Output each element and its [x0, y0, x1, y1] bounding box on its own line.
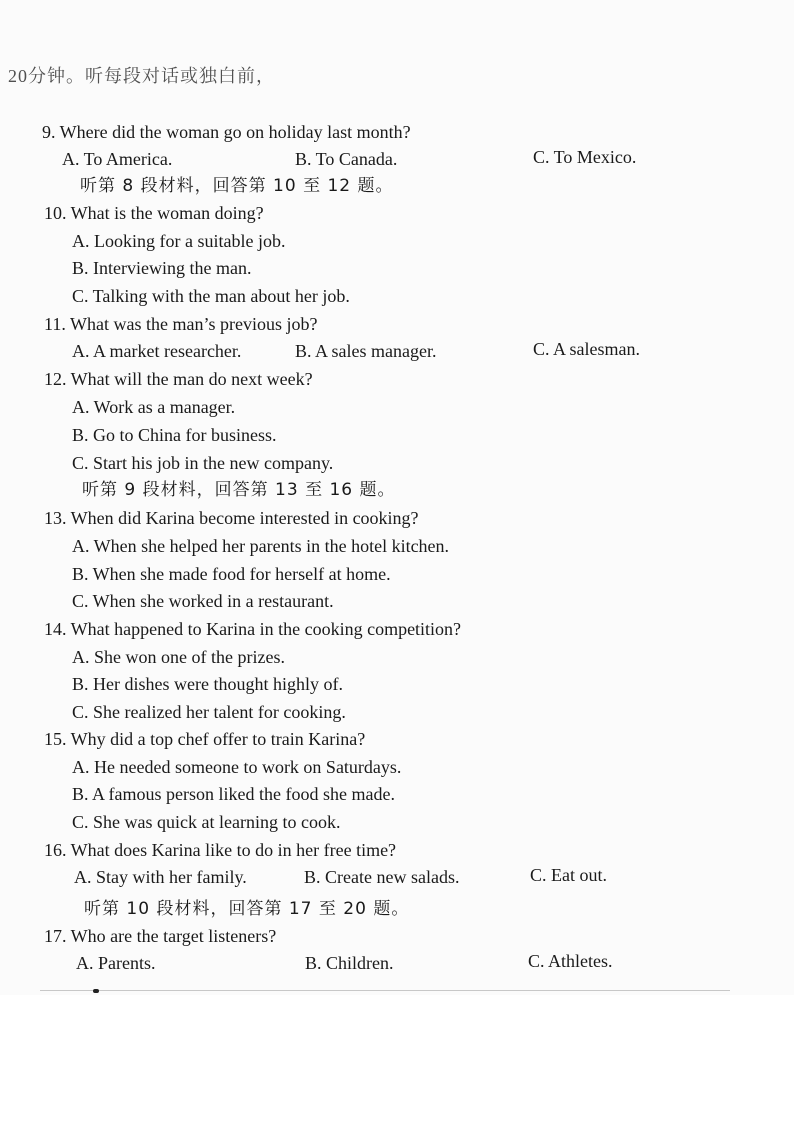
question-12: 12. What will the man do next week? — [44, 369, 313, 389]
question-16: 16. What does Karina like to do in her free time? — [44, 840, 397, 860]
q11-option-a: A. A market researcher. — [72, 341, 242, 361]
q12-option-b: B. Go to China for business. — [72, 425, 277, 445]
question-15: 15. Why did a top chef offer to train Karina? — [44, 729, 366, 749]
section-10-instruction: 听第 10 段材料，回答第 17 至 20 题。 — [84, 899, 410, 919]
q13-option-c: C. When she worked in a restaurant. — [72, 591, 334, 611]
q11-option-c: C. A salesman. — [533, 339, 640, 359]
q10-option-b: B. Interviewing the man. — [72, 258, 252, 278]
section-9-instruction: 听第 9 段材料，回答第 13 至 16 题。 — [82, 480, 396, 500]
section-8-instruction: 听第 8 段材料，回答第 10 至 12 题。 — [80, 176, 394, 196]
ink-dot — [93, 989, 99, 993]
q16-option-c: C. Eat out. — [530, 865, 607, 885]
q15-option-c: C. She was quick at learning to cook. — [72, 812, 341, 832]
header-fragment: 20分钟。听每段对话或独白前， — [8, 66, 275, 86]
q17-option-a: A. Parents. — [76, 953, 156, 973]
page-bottom-edge — [40, 990, 730, 991]
q9-option-a: A. To America. — [62, 149, 173, 169]
q15-option-a: A. He needed someone to work on Saturdays. — [72, 757, 402, 777]
q10-option-a: A. Looking for a suitable job. — [72, 231, 286, 251]
q17-option-c: C. Athletes. — [528, 951, 613, 971]
q14-option-c: C. She realized her talent for cooking. — [72, 702, 346, 722]
q15-option-b: B. A famous person liked the food she made. — [72, 784, 395, 804]
question-11: 11. What was the man’s previous job? — [44, 314, 318, 334]
q9-option-c: C. To Mexico. — [533, 147, 637, 167]
q12-option-a: A. Work as a manager. — [72, 397, 236, 417]
q17-option-b: B. Children. — [305, 953, 394, 973]
question-14: 14. What happened to Karina in the cooking competition? — [44, 619, 462, 639]
question-17: 17. Who are the target listeners? — [44, 926, 277, 946]
question-10: 10. What is the woman doing? — [44, 203, 264, 223]
q13-option-a: A. When she helped her parents in the hotel kitchen. — [72, 536, 450, 556]
q16-option-a: A. Stay with her family. — [74, 867, 247, 887]
question-9: 9. Where did the woman go on holiday last month? — [42, 122, 411, 142]
q10-option-c: C. Talking with the man about her job. — [72, 286, 350, 306]
q13-option-b: B. When she made food for herself at home. — [72, 564, 391, 584]
q16-option-b: B. Create new salads. — [304, 867, 460, 887]
question-13: 13. When did Karina become interested in cooking? — [44, 508, 419, 528]
q12-option-c: C. Start his job in the new company. — [72, 453, 334, 473]
q11-option-b: B. A sales manager. — [295, 341, 437, 361]
q9-option-b: B. To Canada. — [295, 149, 398, 169]
q14-option-b: B. Her dishes were thought highly of. — [72, 674, 343, 694]
q14-option-a: A. She won one of the prizes. — [72, 647, 285, 667]
